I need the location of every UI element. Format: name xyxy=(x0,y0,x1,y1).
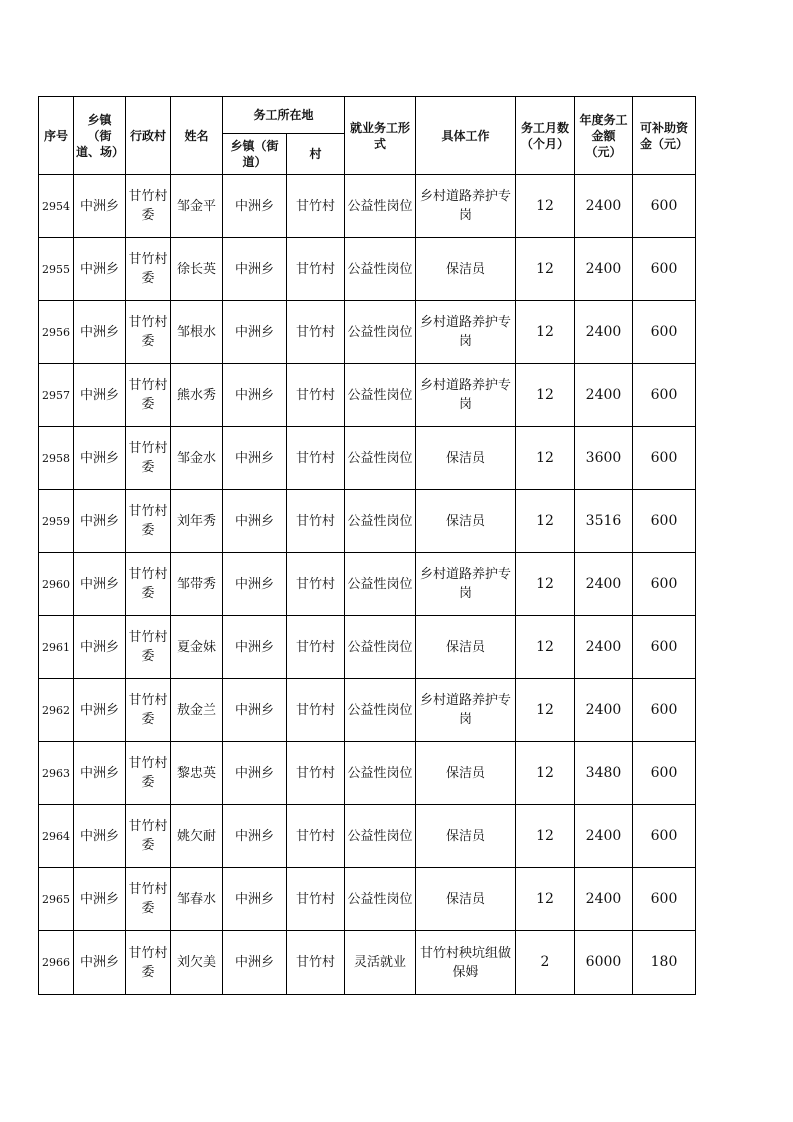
cell-subsidy: 600 xyxy=(633,427,696,490)
cell-annual-amount: 2400 xyxy=(575,805,633,868)
cell-subsidy: 600 xyxy=(633,679,696,742)
cell-name: 姚欠耐 xyxy=(171,805,223,868)
cell-township: 中洲乡 xyxy=(74,301,126,364)
cell-annual-amount: 3480 xyxy=(575,742,633,805)
cell-subsidy: 600 xyxy=(633,616,696,679)
cell-work-village: 甘竹村 xyxy=(287,742,345,805)
cell-months: 12 xyxy=(516,238,575,301)
cell-name: 徐长英 xyxy=(171,238,223,301)
cell-township: 中洲乡 xyxy=(74,364,126,427)
cell-work-township: 中洲乡 xyxy=(223,679,287,742)
cell-work-township: 中洲乡 xyxy=(223,868,287,931)
cell-job: 乡村道路养护专岗 xyxy=(416,364,516,427)
cell-employment-form: 公益性岗位 xyxy=(345,364,416,427)
cell-seq: 2965 xyxy=(39,868,74,931)
cell-admin-village: 甘竹村委 xyxy=(126,238,171,301)
cell-seq: 2956 xyxy=(39,301,74,364)
cell-township: 中洲乡 xyxy=(74,490,126,553)
cell-employment-form: 公益性岗位 xyxy=(345,238,416,301)
header-months: 务工月数（个月） xyxy=(516,97,575,175)
cell-work-village: 甘竹村 xyxy=(287,679,345,742)
cell-annual-amount: 3600 xyxy=(575,427,633,490)
cell-subsidy: 600 xyxy=(633,742,696,805)
cell-job: 保洁员 xyxy=(416,427,516,490)
header-work-location: 务工所在地 xyxy=(223,97,345,134)
cell-township: 中洲乡 xyxy=(74,742,126,805)
cell-work-village: 甘竹村 xyxy=(287,364,345,427)
table-row xyxy=(39,616,696,679)
cell-name: 邹带秀 xyxy=(171,553,223,616)
cell-annual-amount: 2400 xyxy=(575,364,633,427)
cell-township: 中洲乡 xyxy=(74,238,126,301)
cell-admin-village: 甘竹村委 xyxy=(126,805,171,868)
cell-admin-village: 甘竹村委 xyxy=(126,364,171,427)
cell-name: 邹春水 xyxy=(171,868,223,931)
cell-employment-form: 公益性岗位 xyxy=(345,301,416,364)
cell-annual-amount: 3516 xyxy=(575,490,633,553)
cell-seq: 2966 xyxy=(39,931,74,995)
table-row xyxy=(39,175,696,238)
cell-seq: 2964 xyxy=(39,805,74,868)
cell-months: 12 xyxy=(516,175,575,238)
cell-employment-form: 公益性岗位 xyxy=(345,427,416,490)
cell-job: 甘竹村秧坑组做保姆 xyxy=(416,931,516,995)
employment-subsidy-table-container xyxy=(38,96,696,995)
header-township: 乡镇（街道、场） xyxy=(74,97,126,175)
cell-work-village: 甘竹村 xyxy=(287,238,345,301)
cell-employment-form: 公益性岗位 xyxy=(345,805,416,868)
cell-subsidy: 600 xyxy=(633,553,696,616)
cell-township: 中洲乡 xyxy=(74,616,126,679)
cell-seq: 2962 xyxy=(39,679,74,742)
cell-name: 刘欠美 xyxy=(171,931,223,995)
cell-subsidy: 600 xyxy=(633,175,696,238)
cell-work-township: 中洲乡 xyxy=(223,805,287,868)
cell-admin-village: 甘竹村委 xyxy=(126,742,171,805)
table-row xyxy=(39,427,696,490)
cell-name: 邹金平 xyxy=(171,175,223,238)
cell-township: 中洲乡 xyxy=(74,553,126,616)
cell-annual-amount: 2400 xyxy=(575,868,633,931)
header-job: 具体工作 xyxy=(416,97,516,175)
table-row xyxy=(39,490,696,553)
table-row xyxy=(39,238,696,301)
cell-subsidy: 600 xyxy=(633,238,696,301)
cell-annual-amount: 2400 xyxy=(575,616,633,679)
cell-job: 乡村道路养护专岗 xyxy=(416,175,516,238)
table-row xyxy=(39,679,696,742)
cell-subsidy: 600 xyxy=(633,364,696,427)
cell-work-township: 中洲乡 xyxy=(223,616,287,679)
cell-name: 黎忠英 xyxy=(171,742,223,805)
cell-employment-form: 公益性岗位 xyxy=(345,742,416,805)
cell-employment-form: 公益性岗位 xyxy=(345,616,416,679)
cell-township: 中洲乡 xyxy=(74,931,126,995)
cell-months: 12 xyxy=(516,868,575,931)
cell-admin-village: 甘竹村委 xyxy=(126,553,171,616)
cell-months: 12 xyxy=(516,427,575,490)
cell-employment-form: 公益性岗位 xyxy=(345,868,416,931)
table-row xyxy=(39,301,696,364)
table-row xyxy=(39,805,696,868)
cell-name: 熊水秀 xyxy=(171,364,223,427)
cell-seq: 2959 xyxy=(39,490,74,553)
cell-seq: 2958 xyxy=(39,427,74,490)
cell-work-village: 甘竹村 xyxy=(287,553,345,616)
cell-annual-amount: 2400 xyxy=(575,301,633,364)
header-admin-village: 行政村 xyxy=(126,97,171,175)
cell-employment-form: 公益性岗位 xyxy=(345,553,416,616)
cell-name: 邹根水 xyxy=(171,301,223,364)
cell-name: 敖金兰 xyxy=(171,679,223,742)
cell-seq: 2955 xyxy=(39,238,74,301)
cell-seq: 2960 xyxy=(39,553,74,616)
cell-job: 保洁员 xyxy=(416,742,516,805)
cell-employment-form: 公益性岗位 xyxy=(345,490,416,553)
cell-employment-form: 公益性岗位 xyxy=(345,175,416,238)
cell-subsidy: 600 xyxy=(633,805,696,868)
cell-annual-amount: 2400 xyxy=(575,238,633,301)
table-row xyxy=(39,553,696,616)
cell-job: 乡村道路养护专岗 xyxy=(416,553,516,616)
cell-work-township: 中洲乡 xyxy=(223,427,287,490)
cell-admin-village: 甘竹村委 xyxy=(126,175,171,238)
cell-work-township: 中洲乡 xyxy=(223,301,287,364)
cell-work-village: 甘竹村 xyxy=(287,868,345,931)
cell-seq: 2963 xyxy=(39,742,74,805)
header-annual-amount: 年度务工金额（元） xyxy=(575,97,633,175)
cell-admin-village: 甘竹村委 xyxy=(126,868,171,931)
header-work-village: 村 xyxy=(287,134,345,175)
table-row xyxy=(39,742,696,805)
header-seq: 序号 xyxy=(39,97,74,175)
cell-admin-village: 甘竹村委 xyxy=(126,490,171,553)
cell-work-village: 甘竹村 xyxy=(287,616,345,679)
cell-job: 乡村道路养护专岗 xyxy=(416,301,516,364)
cell-work-township: 中洲乡 xyxy=(223,175,287,238)
cell-job: 保洁员 xyxy=(416,238,516,301)
cell-months: 12 xyxy=(516,364,575,427)
cell-annual-amount: 2400 xyxy=(575,175,633,238)
header-name: 姓名 xyxy=(171,97,223,175)
cell-subsidy: 180 xyxy=(633,931,696,995)
cell-job: 保洁员 xyxy=(416,616,516,679)
table-row xyxy=(39,931,696,995)
cell-admin-village: 甘竹村委 xyxy=(126,427,171,490)
cell-annual-amount: 2400 xyxy=(575,679,633,742)
cell-work-village: 甘竹村 xyxy=(287,175,345,238)
cell-subsidy: 600 xyxy=(633,868,696,931)
cell-admin-village: 甘竹村委 xyxy=(126,301,171,364)
cell-name: 刘年秀 xyxy=(171,490,223,553)
header-work-township: 乡镇（街道） xyxy=(223,134,287,175)
cell-employment-form: 灵活就业 xyxy=(345,931,416,995)
cell-seq: 2961 xyxy=(39,616,74,679)
cell-months: 12 xyxy=(516,301,575,364)
cell-work-village: 甘竹村 xyxy=(287,805,345,868)
cell-subsidy: 600 xyxy=(633,301,696,364)
cell-township: 中洲乡 xyxy=(74,679,126,742)
employment-subsidy-table xyxy=(38,96,696,995)
table-row xyxy=(39,364,696,427)
cell-job: 保洁员 xyxy=(416,490,516,553)
cell-work-township: 中洲乡 xyxy=(223,490,287,553)
cell-seq: 2954 xyxy=(39,175,74,238)
cell-months: 12 xyxy=(516,742,575,805)
cell-subsidy: 600 xyxy=(633,490,696,553)
cell-work-village: 甘竹村 xyxy=(287,427,345,490)
cell-township: 中洲乡 xyxy=(74,805,126,868)
cell-name: 夏金妹 xyxy=(171,616,223,679)
cell-admin-village: 甘竹村委 xyxy=(126,931,171,995)
cell-township: 中洲乡 xyxy=(74,175,126,238)
cell-admin-village: 甘竹村委 xyxy=(126,679,171,742)
cell-admin-village: 甘竹村委 xyxy=(126,616,171,679)
header-employment-form: 就业务工形式 xyxy=(345,97,416,175)
cell-township: 中洲乡 xyxy=(74,868,126,931)
cell-job: 保洁员 xyxy=(416,805,516,868)
cell-work-village: 甘竹村 xyxy=(287,301,345,364)
cell-work-village: 甘竹村 xyxy=(287,490,345,553)
cell-work-township: 中洲乡 xyxy=(223,931,287,995)
header-subsidy: 可补助资金（元） xyxy=(633,97,696,175)
cell-work-township: 中洲乡 xyxy=(223,742,287,805)
cell-work-township: 中洲乡 xyxy=(223,364,287,427)
table-body xyxy=(39,175,696,995)
cell-months: 12 xyxy=(516,805,575,868)
cell-work-township: 中洲乡 xyxy=(223,238,287,301)
cell-name: 邹金水 xyxy=(171,427,223,490)
cell-job: 保洁员 xyxy=(416,868,516,931)
cell-annual-amount: 2400 xyxy=(575,553,633,616)
cell-seq: 2957 xyxy=(39,364,74,427)
cell-months: 12 xyxy=(516,679,575,742)
cell-township: 中洲乡 xyxy=(74,427,126,490)
cell-employment-form: 公益性岗位 xyxy=(345,679,416,742)
cell-months: 2 xyxy=(516,931,575,995)
cell-work-township: 中洲乡 xyxy=(223,553,287,616)
cell-job: 乡村道路养护专岗 xyxy=(416,679,516,742)
cell-months: 12 xyxy=(516,553,575,616)
cell-months: 12 xyxy=(516,490,575,553)
cell-months: 12 xyxy=(516,616,575,679)
cell-work-village: 甘竹村 xyxy=(287,931,345,995)
cell-annual-amount: 6000 xyxy=(575,931,633,995)
table-row xyxy=(39,868,696,931)
